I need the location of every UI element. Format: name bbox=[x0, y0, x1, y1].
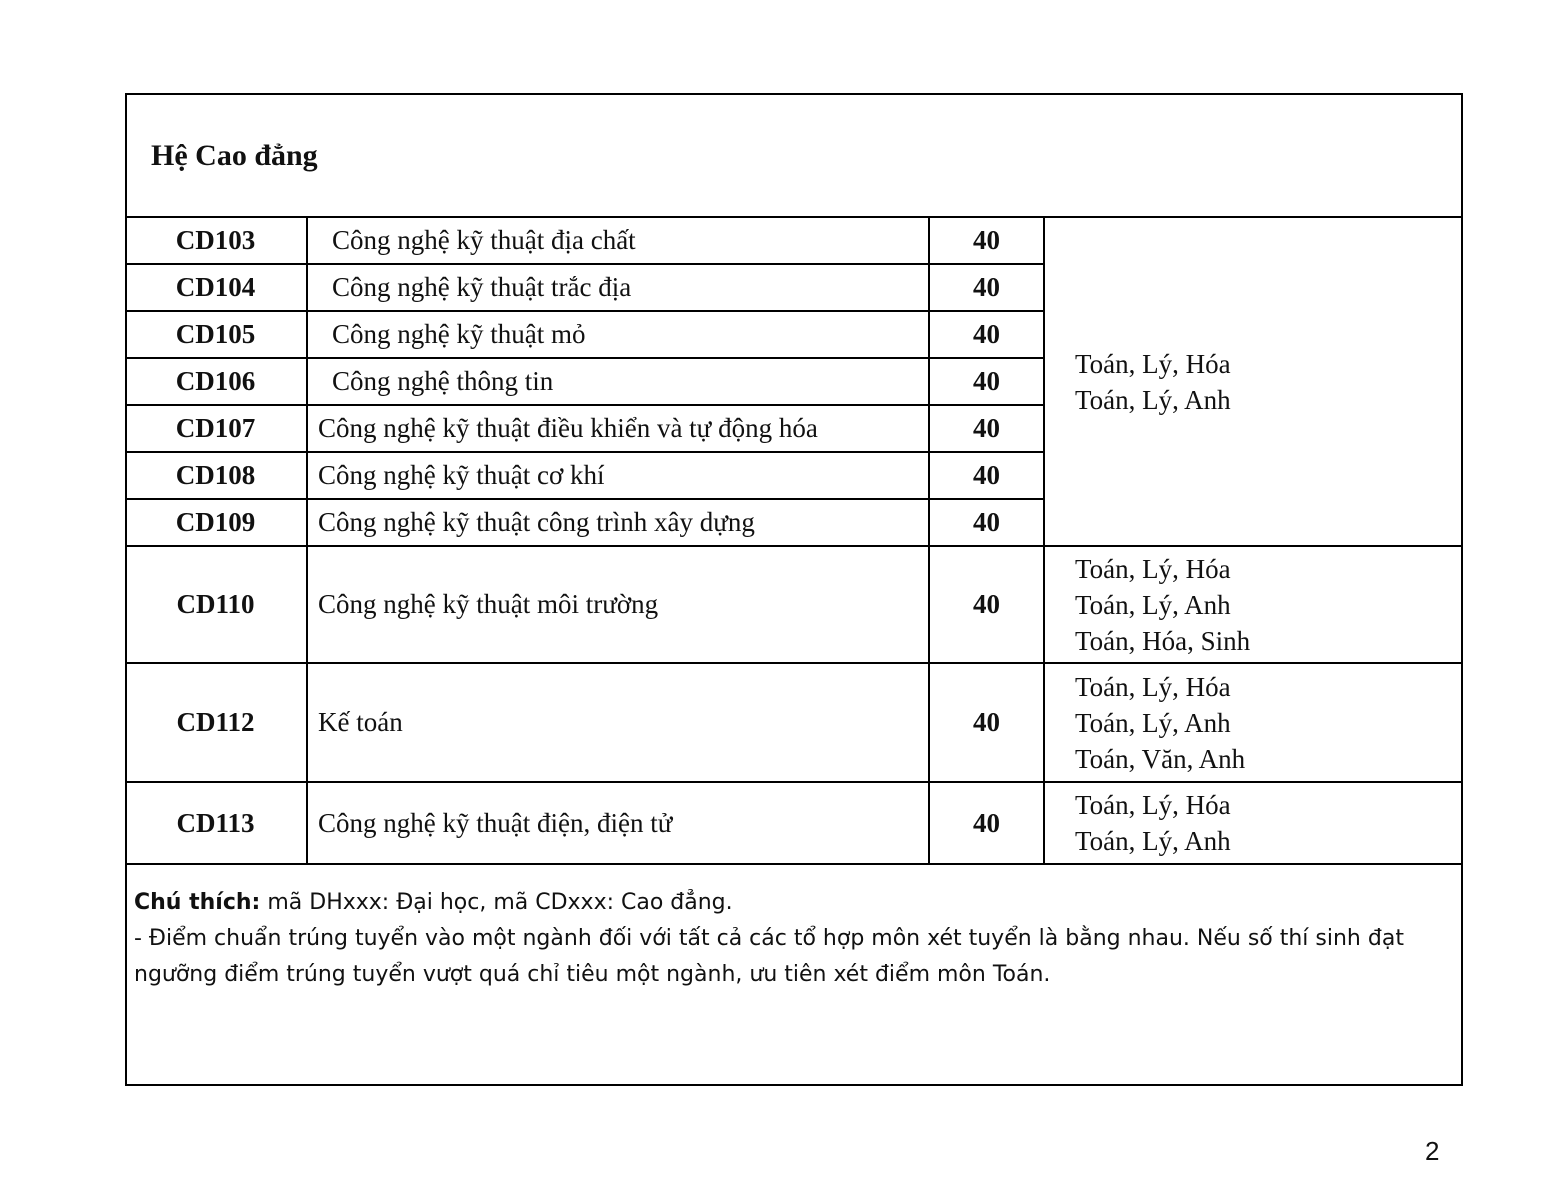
programs-table bbox=[125, 216, 1463, 865]
footnote-line bbox=[134, 885, 1464, 921]
program-code: CD108 bbox=[125, 452, 307, 499]
program-code: CD109 bbox=[125, 499, 307, 546]
program-quota: 40 bbox=[929, 358, 1044, 405]
subject-combination: Toán, Văn, Anh bbox=[1075, 743, 1246, 774]
subject-combination: Toán, Lý, Hóa bbox=[1075, 348, 1231, 379]
program-code: CD104 bbox=[125, 264, 307, 311]
program-quota: 40 bbox=[929, 452, 1044, 499]
program-quota: 40 bbox=[929, 405, 1044, 452]
table-row bbox=[125, 546, 1463, 663]
program-quota: 40 bbox=[929, 663, 1044, 782]
program-quota: 40 bbox=[929, 499, 1044, 546]
program-name: Công nghệ kỹ thuật môi trường bbox=[307, 546, 929, 663]
program-code: CD103 bbox=[125, 217, 307, 264]
subject-combination: Toán, Lý, Anh bbox=[1075, 826, 1231, 856]
program-quota: 40 bbox=[929, 264, 1044, 311]
document-frame bbox=[125, 93, 1463, 1086]
page-number: 2 bbox=[1425, 1136, 1440, 1166]
program-code: CD113 bbox=[125, 782, 307, 864]
program-quota: 40 bbox=[929, 217, 1044, 264]
footnote-label: Chú thích: bbox=[134, 890, 261, 915]
subject-combination: Toán, Lý, Hóa bbox=[1075, 790, 1231, 820]
program-name: Công nghệ kỹ thuật điện, điện tử bbox=[307, 782, 929, 864]
program-code: CD110 bbox=[125, 546, 307, 663]
program-code: CD107 bbox=[125, 405, 307, 452]
footnote bbox=[134, 885, 1464, 993]
subject-combination: Toán, Hóa, Sinh bbox=[1075, 625, 1251, 656]
subject-combinations bbox=[1044, 546, 1463, 663]
subject-combinations bbox=[1044, 782, 1463, 864]
program-name: Công nghệ kỹ thuật công trình xây dựng bbox=[307, 499, 929, 546]
program-name: Công nghệ kỹ thuật trắc địa bbox=[307, 264, 929, 311]
footnote-text: mã DHxxx: Đại học, mã CDxxx: Cao đẳng. bbox=[260, 890, 733, 915]
table-row bbox=[125, 782, 1463, 864]
subject-combination: Toán, Lý, Hóa bbox=[1075, 671, 1231, 702]
subject-combinations bbox=[1044, 663, 1463, 782]
program-name: Kế toán bbox=[307, 663, 929, 782]
program-quota: 40 bbox=[929, 782, 1044, 864]
subject-combination: Toán, Lý, Hóa bbox=[1075, 553, 1231, 584]
program-name: Công nghệ kỹ thuật điều khiển và tự động hóa bbox=[307, 405, 929, 452]
subject-combinations bbox=[1044, 217, 1463, 546]
subject-combination: Toán, Lý, Anh bbox=[1075, 384, 1231, 415]
program-code: CD106 bbox=[125, 358, 307, 405]
program-name: Công nghệ kỹ thuật địa chất bbox=[307, 217, 929, 264]
subject-combination: Toán, Lý, Anh bbox=[1075, 589, 1231, 620]
program-name: Công nghệ thông tin bbox=[307, 358, 929, 405]
program-name: Công nghệ kỹ thuật cơ khí bbox=[307, 452, 929, 499]
program-quota: 40 bbox=[929, 546, 1044, 663]
section-heading: Hệ Cao đẳng bbox=[151, 139, 318, 172]
footnote-rule: - Điểm chuẩn trúng tuyển vào một ngành đối với tất cả các tổ hợp môn xét tuyển là bằng nhau. Nếu số thí sinh đạt ngưỡng điểm trúng tuyển vượt quá chỉ tiêu một ngành, ưu tiên xét điểm môn Toán. bbox=[134, 926, 1404, 987]
program-code: CD105 bbox=[125, 311, 307, 358]
program-name: Công nghệ kỹ thuật mỏ bbox=[307, 311, 929, 358]
subject-combination: Toán, Lý, Anh bbox=[1075, 707, 1231, 738]
program-quota: 40 bbox=[929, 311, 1044, 358]
program-code: CD112 bbox=[125, 663, 307, 782]
table-row bbox=[125, 217, 1463, 264]
table-row bbox=[125, 663, 1463, 782]
